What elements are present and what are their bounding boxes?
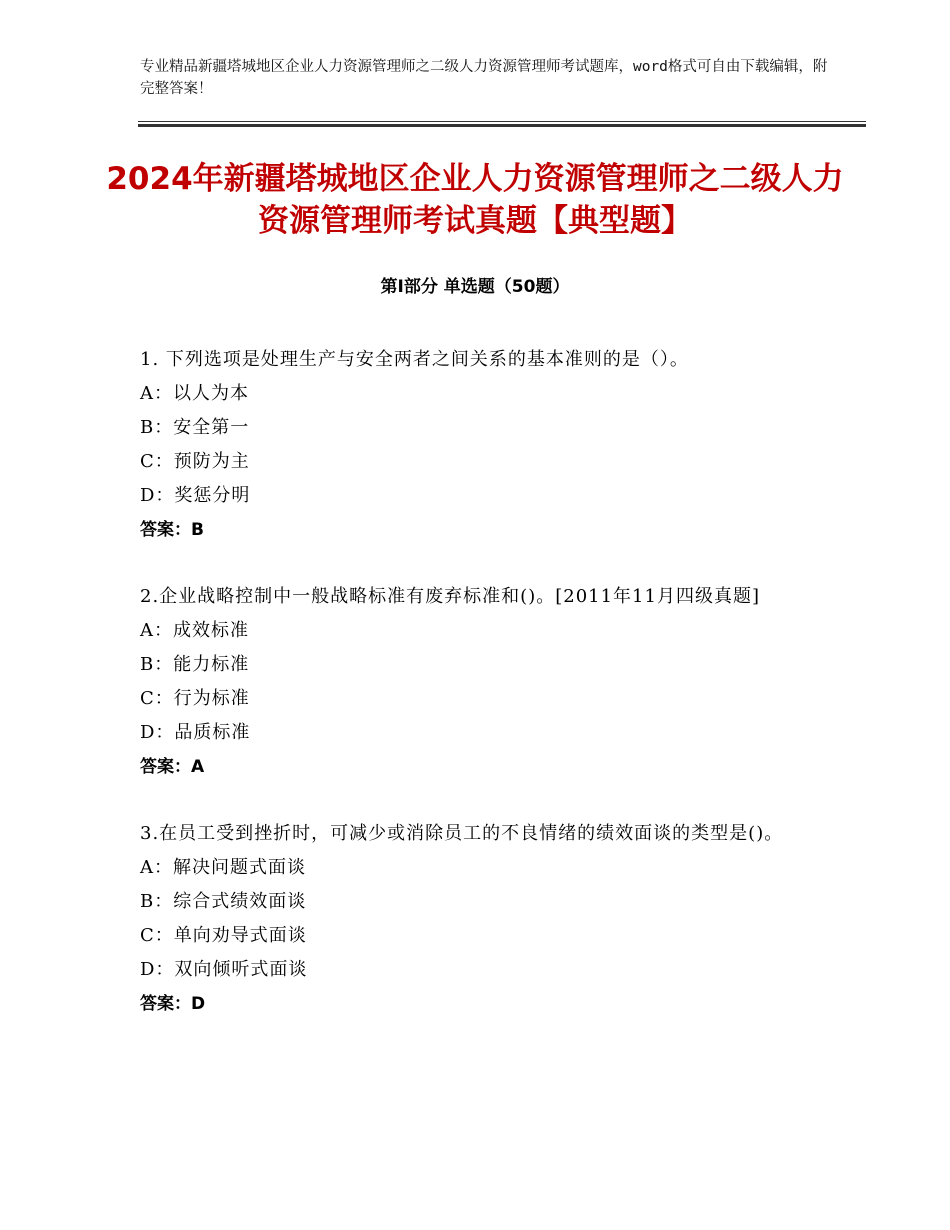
option-a: A：解决问题式面谈	[140, 857, 306, 878]
header-rule-thick	[138, 124, 866, 127]
option-a: A：以人为本	[140, 383, 249, 404]
option-b: B：安全第一	[140, 417, 250, 438]
section-title: 第Ⅰ部分 单选题（50题）	[380, 277, 570, 297]
question-text: 1. 下列选项是处理生产与安全两者之间关系的基本准则的是（）。	[140, 349, 689, 370]
question-text: 2.企业战略控制中一般战略标准有废弃标准和()。[2011年11月四级真题]	[140, 586, 760, 607]
answer: 答案：D	[140, 994, 206, 1014]
question-3	[140, 817, 810, 1021]
question-list	[140, 343, 810, 1054]
header-note: 专业精品新疆塔城地区企业人力资源管理师之二级人力资源管理师考试题库，word格式可自由下载编辑，附完整答案！	[140, 59, 828, 97]
option-b: B：综合式绩效面谈	[140, 891, 307, 912]
question-2	[140, 580, 810, 784]
option-d: D：双向倾听式面谈	[140, 959, 308, 980]
option-d: D：奖惩分明	[140, 485, 251, 506]
question-1	[140, 343, 810, 547]
option-c: C：单向劝导式面谈	[140, 925, 307, 946]
answer: 答案：B	[140, 520, 204, 540]
question-text: 3.在员工受到挫折时，可减少或消除员工的不良情绪的绩效面谈的类型是()。	[140, 823, 784, 844]
option-c: C：预防为主	[140, 451, 250, 472]
answer: 答案：A	[140, 757, 205, 777]
option-b: B：能力标准	[140, 654, 250, 675]
option-d: D：品质标准	[140, 722, 251, 743]
document-title: 2024年新疆塔城地区企业人力资源管理师之二级人力资源管理师考试真题【典型题】	[106, 161, 844, 239]
option-a: A：成效标准	[140, 620, 249, 641]
option-c: C：行为标准	[140, 688, 250, 709]
header-rule-thin	[138, 121, 866, 122]
